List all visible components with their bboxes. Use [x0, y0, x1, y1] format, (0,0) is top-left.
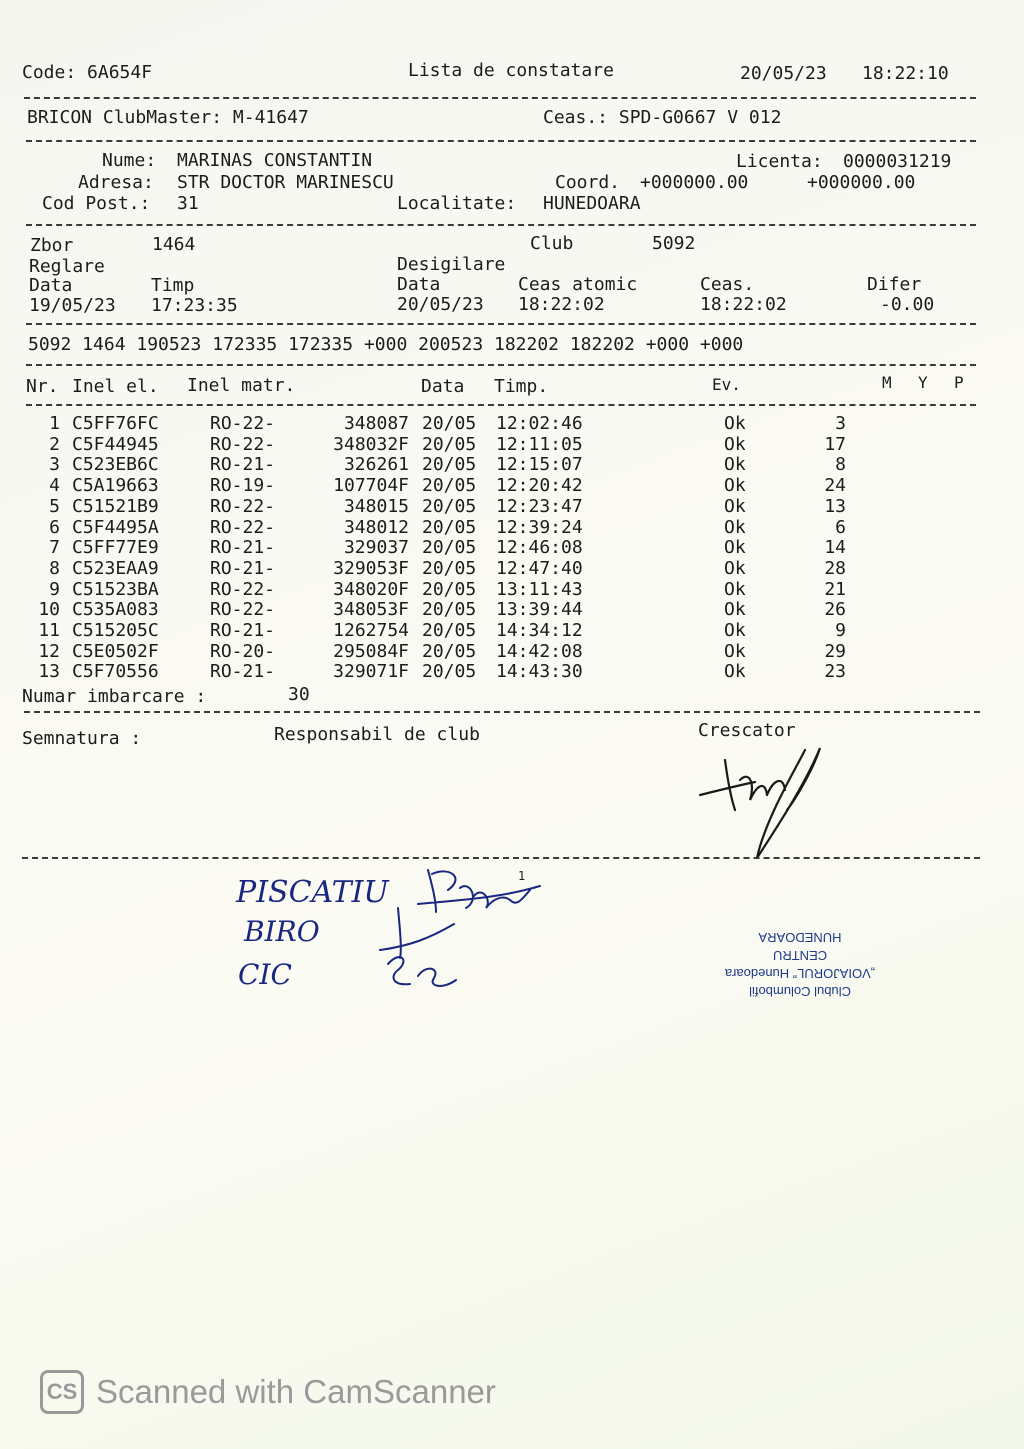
cell-ring-number: 326261: [343, 454, 409, 476]
divider: [22, 857, 980, 859]
cell-time: 12:15:07: [496, 454, 583, 476]
table-row: [0, 600, 1024, 621]
setting-label: Reglare: [29, 256, 105, 277]
cell-event: Ok: [724, 516, 746, 538]
cell-value: 17: [824, 433, 846, 455]
col-y: Y: [918, 373, 928, 392]
cell-ring-prefix: RO-21-: [210, 620, 276, 641]
cell-nr: 2: [49, 433, 60, 455]
breeder-signature: [695, 740, 835, 865]
postcode: 31: [177, 193, 199, 214]
cell-event: Ok: [724, 640, 746, 662]
cell-electronic-ring: C5E0502F: [72, 640, 159, 662]
clock-label: Ceas.: [700, 274, 755, 295]
atomic-clock-label: Ceas atomic: [518, 274, 638, 295]
cell-value: 21: [824, 578, 846, 600]
cell-ring-number: 348015: [343, 495, 409, 517]
cell-electronic-ring: C535A083: [72, 599, 159, 621]
watermark-text: Scanned with CamScanner: [96, 1373, 496, 1410]
boarding-count: 30: [288, 684, 310, 705]
cell-date: 20/05: [422, 640, 477, 662]
table-row: [0, 518, 1024, 539]
handwritten-name-3: CIC: [238, 958, 292, 991]
cell-ring-prefix: RO-20-: [210, 640, 276, 662]
coord-label: Coord.: [555, 172, 621, 193]
cell-electronic-ring: C5F70556: [72, 661, 159, 683]
cell-value: 6: [835, 516, 846, 538]
handwritten-name-1: PISCATIU: [236, 875, 389, 910]
signature-label: Semnatura :: [22, 728, 142, 749]
cell-nr: 12: [38, 640, 60, 662]
cell-date: 20/05: [422, 661, 477, 683]
cell-time: 12:11:05: [496, 433, 583, 455]
header-time: 18:22:10: [862, 63, 949, 84]
camscanner-watermark: [40, 1370, 496, 1414]
cell-date: 20/05: [422, 620, 477, 641]
table-row: [0, 476, 1024, 497]
cell-event: Ok: [724, 475, 746, 497]
page-mark: 1: [518, 869, 526, 883]
col-ev: Ev.: [712, 375, 741, 394]
cell-ring-number: 348032F: [333, 433, 409, 455]
cell-ring-number: 348053F: [333, 599, 409, 621]
cell-ring-number: 1262754: [333, 620, 409, 641]
table-row: [0, 642, 1024, 663]
cell-nr: 4: [49, 475, 60, 497]
cell-event: Ok: [724, 620, 746, 641]
locality: HUNEDOARA: [543, 193, 641, 214]
col-inel-matr: Inel matr.: [187, 375, 296, 396]
cell-time: 13:39:44: [496, 599, 583, 621]
club-stamp: [700, 928, 900, 1000]
flight-label: Zbor: [30, 235, 74, 256]
name-label: Nume:: [102, 150, 157, 171]
cell-ring-prefix: RO-22-: [210, 516, 276, 538]
stamp-line: HUNEDOARA: [758, 930, 842, 945]
table-row: [0, 662, 1024, 683]
divider: [24, 97, 976, 99]
owner-name: MARINAS CONSTANTIN: [177, 150, 373, 171]
cell-value: 23: [824, 661, 846, 683]
cell-date: 20/05: [422, 516, 477, 538]
boarding-label: Numar imbarcare :: [22, 686, 207, 707]
table-row: [0, 580, 1024, 601]
cell-value: 8: [835, 454, 846, 476]
license-number: 0000031219: [843, 151, 952, 172]
cell-date: 20/05: [422, 578, 477, 600]
cell-ring-number: 107704F: [333, 475, 409, 497]
divider: [26, 224, 976, 226]
cell-time: 12:02:46: [496, 413, 583, 434]
unseal-date: 20/05/23: [397, 294, 484, 315]
cell-nr: 1: [49, 413, 60, 434]
table-row: [0, 435, 1024, 456]
cell-time: 14:42:08: [496, 640, 583, 662]
locality-label: Localitate:: [397, 193, 517, 214]
cell-date: 20/05: [422, 599, 477, 621]
divider: [26, 364, 976, 366]
cell-nr: 8: [49, 557, 60, 579]
cell-ring-number: 329037: [343, 537, 409, 559]
cell-electronic-ring: C5F44945: [72, 433, 159, 455]
cell-value: 29: [824, 640, 846, 662]
club-label: Club: [530, 233, 574, 254]
cell-ring-prefix: RO-22-: [210, 495, 276, 517]
camscanner-logo-icon: CS: [40, 1370, 84, 1414]
cell-event: Ok: [724, 537, 746, 559]
cell-value: 24: [824, 475, 846, 497]
table-row: [0, 621, 1024, 642]
cell-event: Ok: [724, 661, 746, 683]
cell-ring-prefix: RO-19-: [210, 475, 276, 497]
cell-ring-prefix: RO-22-: [210, 599, 276, 621]
cell-event: Ok: [724, 454, 746, 476]
cell-event: Ok: [724, 433, 746, 455]
cell-value: 14: [824, 537, 846, 559]
col-m: M: [882, 373, 892, 392]
header-date: 20/05/23: [740, 63, 827, 84]
cell-nr: 13: [38, 661, 60, 683]
cell-date: 20/05: [422, 557, 477, 579]
handwritten-signatures: [370, 860, 550, 1000]
license-label: Licenta:: [736, 151, 823, 172]
table-row: [0, 497, 1024, 518]
cell-electronic-ring: C5FF76FC: [72, 413, 159, 434]
cell-ring-prefix: RO-21-: [210, 557, 276, 579]
table-row: [0, 538, 1024, 559]
owner-address: STR DOCTOR MARINESCU: [177, 172, 394, 193]
setting-time: 17:23:35: [151, 295, 238, 316]
cell-nr: 5: [49, 495, 60, 517]
cell-nr: 10: [38, 599, 60, 621]
col-timp: Timp.: [494, 376, 549, 397]
atomic-clock-time: 18:22:02: [518, 294, 605, 315]
cell-electronic-ring: C5A19663: [72, 475, 159, 497]
cell-ring-number: 295084F: [333, 640, 409, 662]
unseal-label: Desigilare: [397, 254, 506, 275]
cell-nr: 11: [38, 620, 60, 641]
cell-nr: 7: [49, 537, 60, 559]
cell-time: 14:34:12: [496, 620, 583, 641]
cell-time: 14:43:30: [496, 661, 583, 683]
cell-electronic-ring: C5FF77E9: [72, 537, 159, 559]
cell-electronic-ring: C515205C: [72, 620, 159, 641]
cell-electronic-ring: C51523BA: [72, 578, 159, 600]
cell-time: 12:23:47: [496, 495, 583, 517]
stamp-line: CENTRU: [772, 948, 828, 963]
difference-label: Difer: [867, 274, 922, 295]
cell-electronic-ring: C523EB6C: [72, 454, 159, 476]
difference: -0.00: [880, 294, 935, 315]
cell-value: 26: [824, 599, 846, 621]
col-data: Data: [421, 376, 465, 397]
cell-ring-prefix: RO-21-: [210, 454, 276, 476]
cell-ring-number: 329071F: [333, 661, 409, 683]
club-responsible-label: Responsabil de club: [274, 724, 480, 745]
cell-time: 13:11:43: [496, 578, 583, 600]
divider: [26, 140, 976, 142]
cell-time: 12:39:24: [496, 516, 583, 538]
cell-date: 20/05: [422, 433, 477, 455]
cell-nr: 6: [49, 516, 60, 538]
postcode-label: Cod Post.:: [42, 193, 151, 214]
setting-date: 19/05/23: [29, 295, 116, 316]
setting-date-label: Data: [29, 275, 73, 296]
code-label: Code: 6A654F: [22, 62, 153, 83]
cell-nr: 3: [49, 454, 60, 476]
cell-ring-number: 348087: [343, 413, 409, 434]
divider: [24, 711, 980, 713]
table-row: [0, 414, 1024, 435]
cell-date: 20/05: [422, 475, 477, 497]
cell-ring-prefix: RO-21-: [210, 537, 276, 559]
cell-event: Ok: [724, 578, 746, 600]
cell-value: 13: [824, 495, 846, 517]
cell-date: 20/05: [422, 537, 477, 559]
address-label: Adresa:: [78, 172, 154, 193]
cell-value: 3: [835, 413, 846, 434]
document-title: Lista de constatare: [408, 60, 614, 81]
cell-value: 9: [835, 620, 846, 641]
cell-event: Ok: [724, 557, 746, 579]
cell-event: Ok: [724, 495, 746, 517]
cell-time: 12:20:42: [496, 475, 583, 497]
clock-time: 18:22:02: [700, 294, 787, 315]
stamp-line: „VOIAJORUL” Hunedoara: [724, 966, 876, 981]
handwritten-name-2: BIRO: [244, 915, 320, 948]
table-row: [0, 455, 1024, 476]
breeder-label: Crescator: [698, 720, 796, 741]
col-p: P: [954, 373, 964, 392]
cell-event: Ok: [724, 599, 746, 621]
cell-time: 12:46:08: [496, 537, 583, 559]
cell-time: 12:47:40: [496, 557, 583, 579]
cell-electronic-ring: C5F4495A: [72, 516, 159, 538]
divider: [26, 323, 976, 325]
cell-ring-prefix: RO-22-: [210, 433, 276, 455]
clock-id: Ceas.: SPD-G0667 V 012: [543, 107, 782, 128]
flight-number: 1464: [152, 234, 196, 255]
col-inel-el: Inel el.: [72, 376, 159, 397]
cell-ring-prefix: RO-21-: [210, 661, 276, 683]
coord-2: +000000.00: [807, 172, 916, 193]
coord-1: +000000.00: [640, 172, 749, 193]
cell-electronic-ring: C51521B9: [72, 495, 159, 517]
cell-date: 20/05: [422, 413, 477, 434]
cell-nr: 9: [49, 578, 60, 600]
summary-line: 5092 1464 190523 172335 172335 +000 200523 182202 182202 +000 +000: [28, 334, 744, 355]
cell-ring-number: 348012: [343, 516, 409, 538]
cell-ring-number: 348020F: [333, 578, 409, 600]
table-row: [0, 559, 1024, 580]
col-nr: Nr.: [26, 376, 59, 397]
setting-time-label: Timp: [151, 275, 195, 296]
cell-ring-number: 329053F: [333, 557, 409, 579]
cell-date: 20/05: [422, 454, 477, 476]
cell-date: 20/05: [422, 495, 477, 517]
clubmaster-id: BRICON ClubMaster: M-41647: [27, 107, 309, 128]
stamp-line: Clubul Columbofil: [749, 984, 851, 999]
divider: [26, 404, 976, 406]
club-number: 5092: [652, 233, 696, 254]
cell-electronic-ring: C523EAA9: [72, 557, 159, 579]
cell-event: Ok: [724, 413, 746, 434]
cell-value: 28: [824, 557, 846, 579]
cell-ring-prefix: RO-22-: [210, 413, 276, 434]
unseal-date-label: Data: [397, 274, 441, 295]
cell-ring-prefix: RO-22-: [210, 578, 276, 600]
